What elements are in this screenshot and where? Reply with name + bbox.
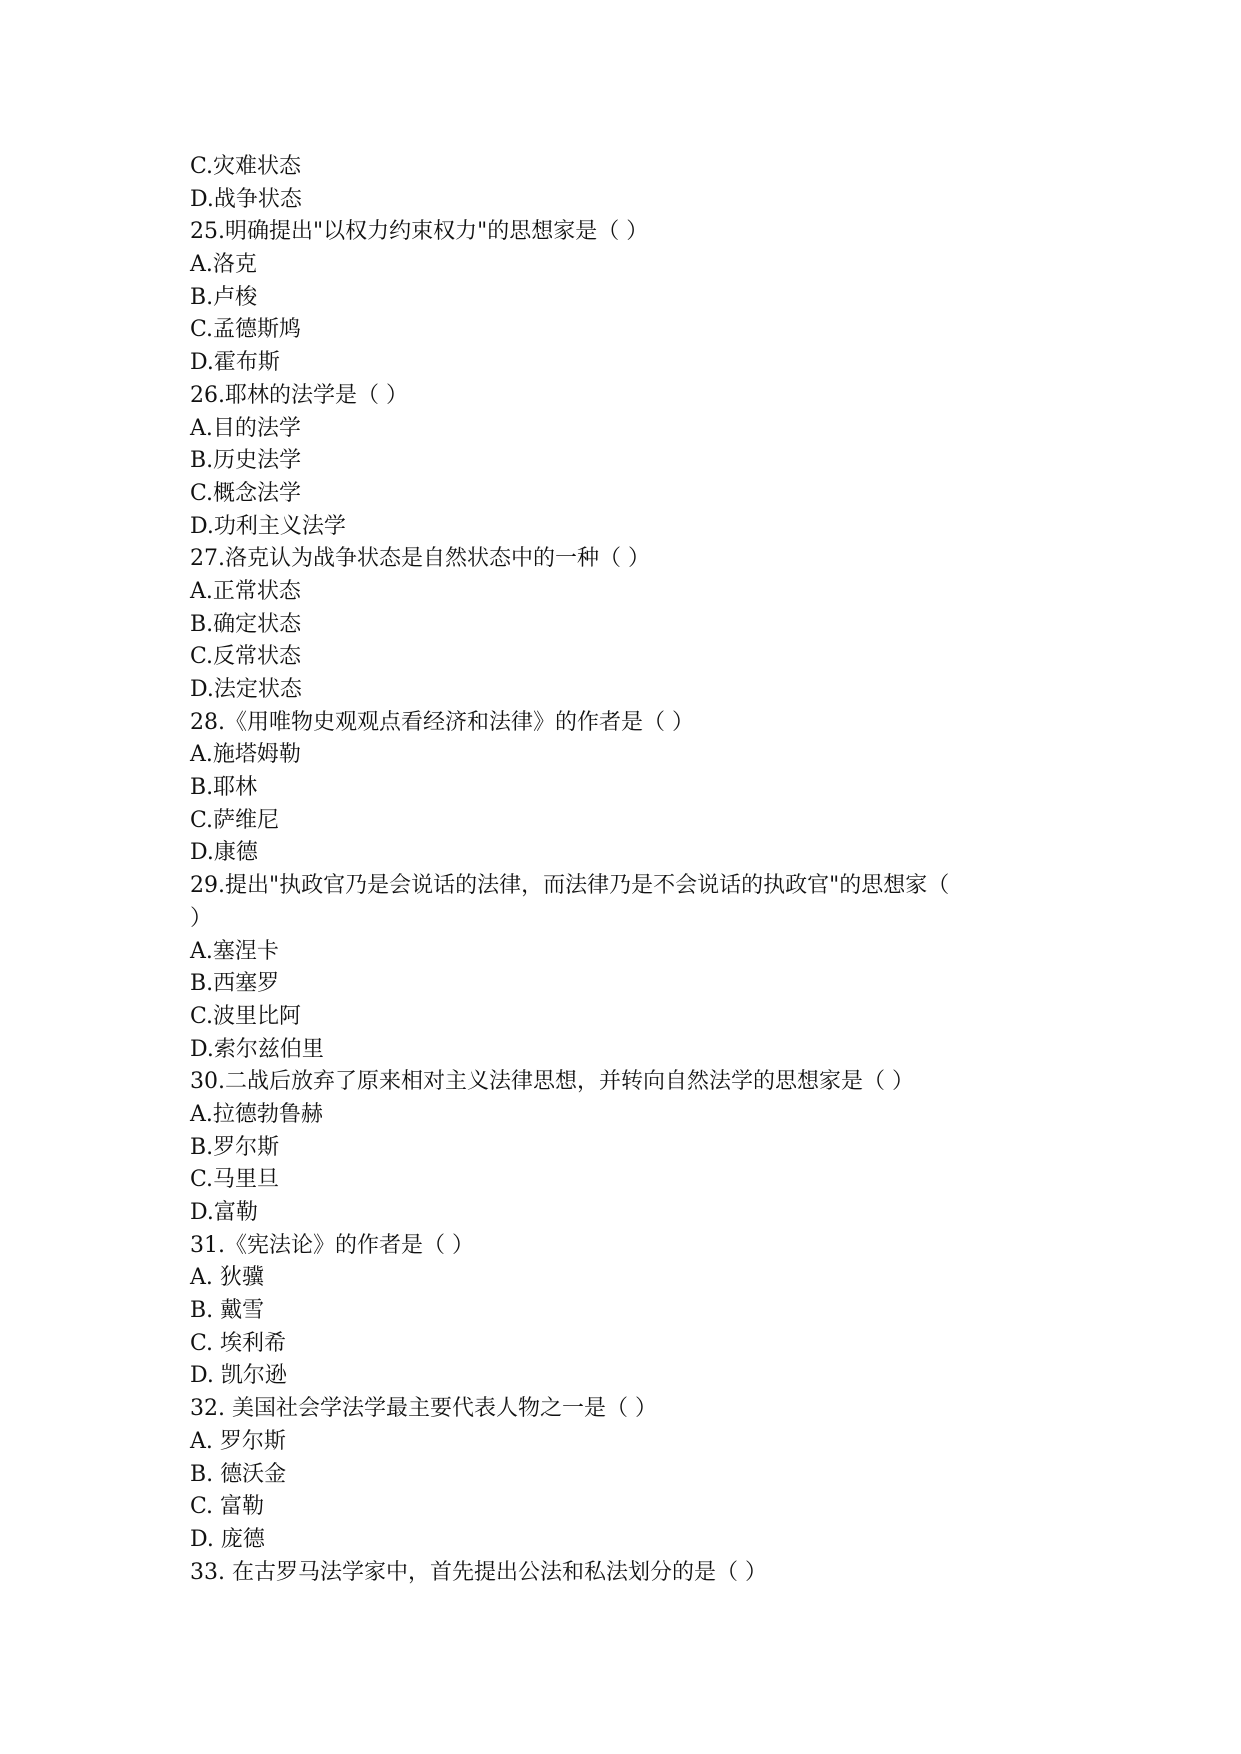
- text-line: A.目的法学: [190, 415, 301, 441]
- text-line: 27.洛克认为战争状态是自然状态中的一种（ ）: [190, 546, 650, 572]
- text-line: C.孟德斯鸠: [190, 317, 302, 343]
- question-list: [190, 151, 1070, 1589]
- text-line: D. 庞德: [190, 1526, 265, 1552]
- text-line: A.施塔姆勒: [190, 742, 301, 768]
- text-line: D.法定状态: [190, 677, 302, 702]
- text-line: C. 埃利希: [190, 1330, 287, 1356]
- text-line: C.马里旦: [190, 1167, 280, 1193]
- text-line: C.波里比阿: [190, 1003, 302, 1029]
- text-line: B.历史法学: [190, 448, 302, 474]
- text-line: 31.《宪法论》的作者是（ ）: [190, 1232, 474, 1258]
- text-line: 26.耶林的法学是（ ）: [190, 382, 408, 408]
- text-line: A. 狄骥: [190, 1265, 264, 1291]
- text-line: 32. 美国社会学法学最主要代表人物之一是（ ）: [190, 1396, 657, 1422]
- text-line: B. 德沃金: [190, 1461, 287, 1487]
- text-line: D.康德: [190, 840, 258, 866]
- text-line: D.富勒: [190, 1200, 258, 1225]
- text-line: A.洛克: [190, 252, 257, 278]
- text-line: B.确定状态: [190, 611, 302, 637]
- text-line: D.功利主义法学: [190, 513, 346, 539]
- text-line: D.索尔兹伯里: [190, 1036, 324, 1062]
- text-line: D.霍布斯: [190, 350, 280, 376]
- text-line: B.西塞罗: [190, 971, 280, 997]
- text-line: B.罗尔斯: [190, 1134, 280, 1160]
- text-line: 30.二战后放弃了原来相对主义法律思想，并转向自然法学的思想家是（ ）: [190, 1069, 914, 1095]
- text-line: D. 凯尔逊: [190, 1363, 287, 1389]
- text-line: A.拉德勃鲁赫: [190, 1101, 323, 1127]
- text-line: A. 罗尔斯: [190, 1428, 286, 1454]
- text-line: 25.明确提出"以权力约束权力"的思想家是（ ）: [190, 219, 649, 245]
- text-line: 29.提出"执政官乃是会说话的法律，而法律乃是不会说话的执政官"的思想家（: [190, 873, 950, 899]
- text-line: C.灾难状态: [190, 154, 302, 179]
- text-line: B.卢梭: [190, 284, 258, 310]
- text-line: D.战争状态: [190, 186, 302, 212]
- text-line: B. 戴雪: [190, 1298, 265, 1324]
- text-line: A.塞涅卡: [190, 938, 279, 964]
- text-line: 28.《用唯物史观观点看经济和法律》的作者是（ ）: [190, 709, 694, 735]
- text-line: ）: [190, 905, 213, 931]
- text-line: A.正常状态: [190, 578, 301, 604]
- text-line: 33. 在古罗马法学家中，首先提出公法和私法划分的是（ ）: [190, 1559, 767, 1585]
- text-line: B.耶林: [190, 775, 258, 801]
- text-line: C. 富勒: [190, 1494, 265, 1520]
- text-line: C.反常状态: [190, 644, 302, 670]
- text-line: C.萨维尼: [190, 807, 280, 833]
- text-line: C.概念法学: [190, 480, 302, 506]
